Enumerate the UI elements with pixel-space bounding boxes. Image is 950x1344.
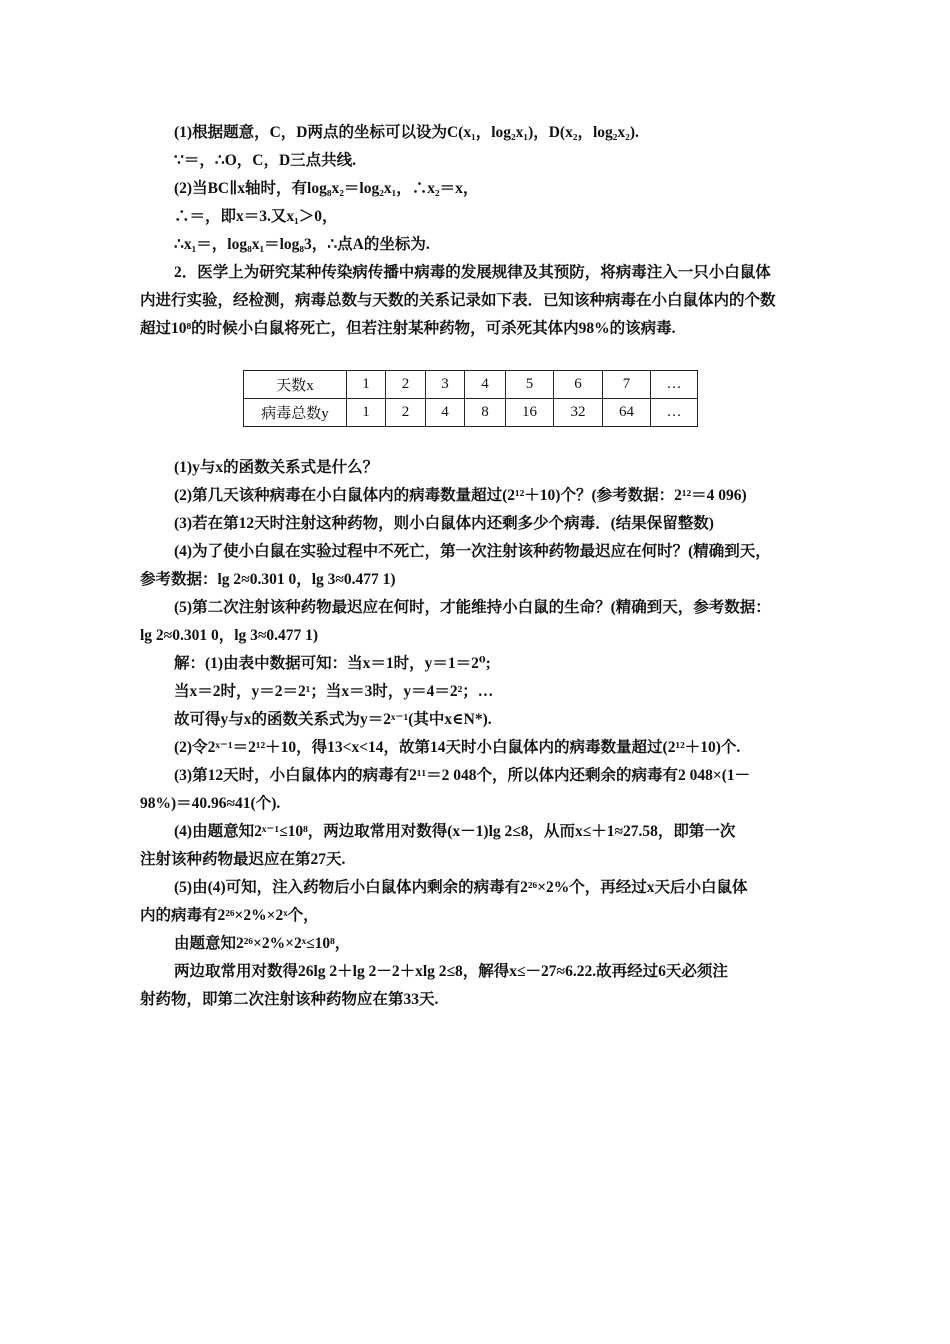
- text-line: (1)根据题意，C，D两点的坐标可以设为C(x₁，log₂x₁)，D(x₂，log₂x₂).: [174, 124, 639, 141]
- table-cell: 6: [554, 371, 603, 399]
- question-line: lg 2≈0.301 0，lg 3≈0.477 1): [140, 627, 319, 644]
- question-line: (4)为了使小白鼠在实验过程中不死亡，第一次注射该种药物最迟应在何时？(精确到天，: [174, 543, 771, 560]
- solution-line: 射药物，即第二次注射该种药物应在第33天.: [140, 991, 439, 1008]
- table-cell: 7: [603, 371, 651, 399]
- table-cell: …: [651, 399, 698, 427]
- table-cell: …: [651, 371, 698, 399]
- text-line: (2)当BC∥x轴时，有log₈x₂＝log₂x₁，∴x₂＝x，: [174, 180, 479, 197]
- question-line: (1)y与x的函数关系式是什么？: [174, 459, 379, 476]
- data-table: [243, 370, 698, 427]
- table-cell: 3: [426, 371, 465, 399]
- table-cell: 32: [554, 399, 603, 427]
- text-line: ∵＝，∴O，C，D三点共线.: [174, 152, 357, 169]
- table-cell: 5: [506, 371, 554, 399]
- question-line: (2)第几天该种病毒在小白鼠体内的病毒数量超过(2¹²＋10)个？(参考数据：2¹²＝4 096): [174, 487, 747, 504]
- question-line: (3)若在第12天时注射这种药物，则小白鼠体内还剩多少个病毒．(结果保留整数): [174, 515, 714, 532]
- solution-line: (3)第12天时，小白鼠体内的病毒有2¹¹＝2 048个，所以体内还剩余的病毒有2 048×(1－: [174, 767, 751, 784]
- table-cell: 16: [506, 399, 554, 427]
- text-line: ∴x₁＝，log₈x₁＝log₈3，∴点A的坐标为.: [174, 236, 430, 253]
- problem-text: 内进行实验，经检测，病毒总数与天数的关系记录如下表．已知该种病毒在小白鼠体内的个数: [140, 292, 776, 309]
- table-cell: 1: [347, 399, 386, 427]
- table-row: [244, 399, 698, 427]
- solution-line: (2)令2ˣ⁻¹＝2¹²＋10，得13<x<14，故第14天时小白鼠体内的病毒数量超过(2¹²＋10)个.: [174, 739, 741, 756]
- table-cell: 病毒总数y: [244, 399, 347, 427]
- table-row: [244, 371, 698, 399]
- table-cell: 64: [603, 399, 651, 427]
- table-cell: 1: [347, 371, 386, 399]
- table-cell: 2: [386, 399, 426, 427]
- solution-line: (5)由(4)可知，注入药物后小白鼠体内剩余的病毒有2²⁶×2%个，再经过x天后小白鼠体: [174, 879, 748, 896]
- table-cell: 8: [465, 399, 506, 427]
- question-line: (5)第二次注射该种药物最迟应在何时，才能维持小白鼠的生命？(精确到天，参考数据：: [174, 599, 771, 616]
- solution-line: 两边取常用对数得26lg 2＋lg 2－2＋xlg 2≤8，解得x≤－27≈6.22.故再经过6天必须注: [174, 963, 728, 980]
- table-cell: 4: [465, 371, 506, 399]
- solution-line: 由题意知2²⁶×2%×2ˣ≤10⁸，: [174, 935, 351, 952]
- solution-line: 注射该种药物最迟应在第27天.: [140, 851, 346, 868]
- table-cell: 2: [386, 371, 426, 399]
- table-cell: 天数x: [244, 371, 347, 399]
- problem-text: 2．医学上为研究某种传染病传播中病毒的发展规律及其预防，将病毒注入一只小白鼠体: [174, 264, 771, 281]
- solution-line: 当x＝2时，y＝2＝2¹；当x＝3时，y＝4＝2²；…: [174, 683, 494, 700]
- solution-line: 98%)＝40.96≈41(个).: [140, 795, 281, 812]
- table-cell: 4: [426, 399, 465, 427]
- problem-text: 超过10⁸的时候小白鼠将死亡，但若注射某种药物，可杀死其体内98%的该病毒.: [140, 320, 676, 337]
- solution-line: 解：(1)由表中数据可知：当x＝1时，y＝1＝2⁰;: [174, 655, 491, 672]
- solution-line: 故可得y与x的函数关系式为y＝2ˣ⁻¹(其中x∈N*).: [174, 711, 492, 728]
- solution-line: (4)由题意知2ˣ⁻¹≤10⁸，两边取常用对数得(x－1)lg 2≤8，从而x≤＋1≈27.58，即第一次: [174, 823, 736, 840]
- solution-line: 内的病毒有2²⁶×2%×2ˣ个，: [140, 907, 319, 924]
- question-line: 参考数据：lg 2≈0.301 0，lg 3≈0.477 1): [140, 571, 396, 588]
- text-line: ∴＝，即x＝3.又x₁＞0，: [174, 208, 338, 225]
